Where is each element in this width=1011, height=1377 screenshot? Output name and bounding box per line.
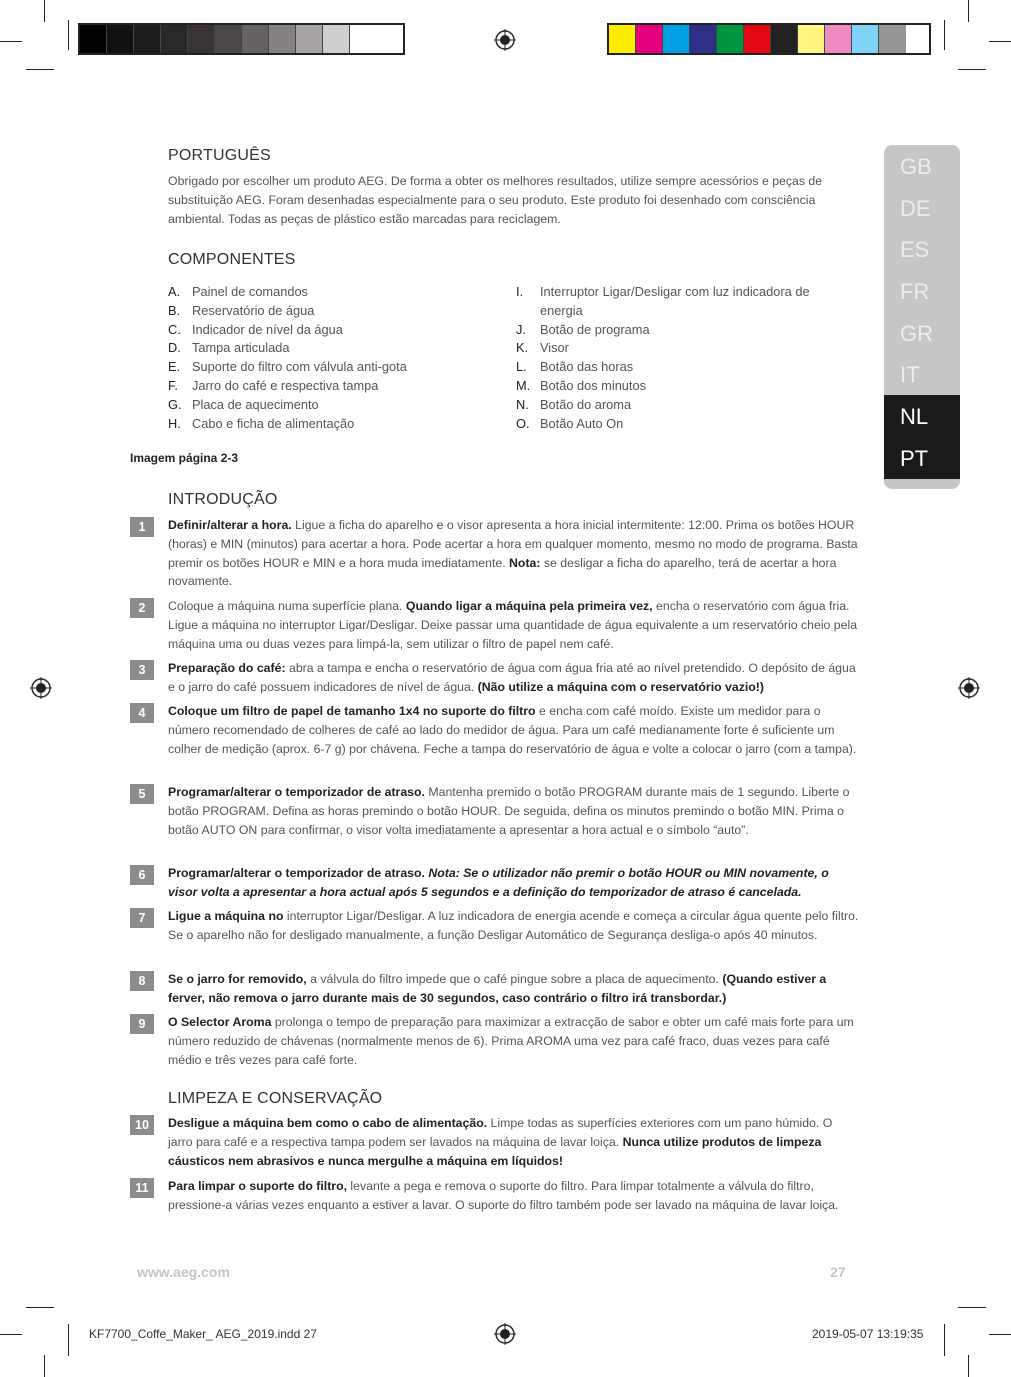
language-tab-fr: FR [900,279,930,305]
component-item [516,339,836,358]
step-text-run: (Quando estiver a ferver, não remova o jarro durante mais de 30 segundos, caso contrário o filtro irá transbordar.) [168,972,827,1005]
language-tab-nl: NL [884,395,960,437]
component-label: Botão do aroma [540,396,632,412]
slug-filename: KF7700_Coffe_Maker_ AEG_2019.indd 27 [89,1327,317,1341]
component-label: Botão dos minutos [540,377,646,393]
step-text-run: se desligar a ficha do aparelho, terá de acertar a hora novamente. [168,555,837,589]
step-text-run: Programar/alterar o temporizador de atraso. [168,866,425,880]
color-swatch [242,25,269,53]
step-number-badge: 6 [130,865,154,885]
registration-mark-icon [958,677,980,699]
component-item [516,321,836,340]
component-item [168,396,468,415]
step-text [168,516,860,591]
component-letter: A. [168,284,181,299]
step-text-run: Ligue a ficha do aparelho e o visor apresenta a hora inicial intermitente: 12:00. Prima os botões HOUR (horas) e MIN (minutos) para acertar a hora. Pode acertar a hora em qualquer momento, mesmo no modo de programa. Basta premir os botões HOUR e MIN e a hora muda imediatamente. [168,518,858,570]
introducao-heading: INTRODUÇÃO [168,491,278,508]
step-number-badge: 10 [130,1115,154,1135]
component-label: Tampa articulada [192,340,290,356]
component-label: Painel de comandos [192,284,308,299]
component-item [516,283,836,321]
step-6 [130,865,860,902]
step-text-run: Nota: [509,555,541,570]
component-letter: G. [168,396,182,412]
language-tab-it: IT [900,362,920,388]
components-list-right [516,283,836,433]
language-tab-es: ES [900,237,930,263]
step-text-run: Para limpar o suporte do filtro, [168,1179,348,1193]
component-item [168,302,468,321]
footer-url: www.aeg.com [137,1264,230,1280]
color-swatch [771,25,798,53]
color-swatch [188,25,215,53]
registration-mark-icon [494,29,516,51]
step-text-run: Preparação do café: [168,661,286,675]
color-swatch [269,25,296,53]
step-text [168,1114,860,1170]
step-text-run: abra a tampa e encha o reservatório de água com água fria até ao nível pretendido. O depósito de água e o jarro do café possuem indicadores de nível de água. [168,661,856,694]
color-swatch [107,25,134,53]
component-letter: M. [516,377,531,393]
step-text-run: Programar/alterar o temporizador de atraso. [168,785,425,799]
color-swatch [323,25,350,53]
step-8 [130,971,860,1008]
color-swatch [609,25,636,53]
step-number-badge: 7 [130,908,154,928]
step-number-badge: 11 [130,1178,154,1198]
registration-mark-icon [494,1323,516,1345]
step-4 [130,703,860,758]
step-number-badge: 9 [130,1014,154,1034]
component-letter: L. [516,359,527,375]
step-text-run: a válvula do filtro impede que o café pingue sobre a placa de aquecimento. [306,972,723,986]
step-text [168,1013,860,1069]
color-swatch [161,25,188,53]
step-text-run: (Não utilize a máquina com o reservatório vazio!) [477,679,764,694]
step-text [168,702,860,758]
step-text-run: Desligue a máquina bem como o cabo de alimentação. [168,1116,488,1130]
step-text [168,864,860,902]
color-swatch [296,25,323,53]
process-color-bar [607,23,931,55]
image-reference: Imagem página 2-3 [130,451,239,465]
gray-color-bar [78,23,405,55]
color-swatch [350,25,377,53]
step-number-badge: 8 [130,971,154,991]
step-text-run: O Selector Aroma [168,1015,272,1029]
color-swatch [717,25,744,53]
component-label: Interruptor Ligar/Desligar com luz indicadora de energia [540,284,810,318]
step-1 [130,517,860,591]
component-label: Reservatório de água [192,302,315,318]
component-label: Cabo e ficha de alimentação [192,415,355,431]
component-letter: B. [168,302,181,318]
language-heading: PORTUGUÊS [168,147,271,164]
component-label: Visor [540,340,569,356]
step-number-badge: 1 [130,517,154,537]
component-item [168,339,468,358]
component-item [168,377,468,396]
component-letter: H. [168,415,181,431]
step-3 [130,660,860,697]
step-text-run: Coloque um filtro de papel de tamanho 1x4 no suporte do filtro [168,704,536,718]
component-letter: N. [516,396,529,412]
step-text-run: Coloque a máquina numa superfície plana. [168,599,406,613]
component-item [168,358,468,377]
component-label: Botão Auto On [540,415,624,431]
step-number-badge: 4 [130,703,154,723]
language-tab-gr: GR [900,320,933,346]
color-swatch [798,25,825,53]
step-text-run: Mantenha premido o botão PROGRAM durante mais de 1 segundo. Liberte o botão PROGRAM. Defina as horas premindo o botão HOUR. De seguida, defina os minutos premindo o botão MIN. Prima o botão AUTO ON para confirmar, o visor volta imediatamente a apresentar a hora actual e o símbolo “auto”. [168,785,850,837]
color-swatch [879,25,906,53]
step-5 [130,784,860,839]
color-swatch [825,25,852,53]
component-letter: E. [168,359,181,375]
step-number-badge: 2 [130,598,154,618]
step-text-run: Definir/alterar a hora. [168,518,292,532]
component-letter: D. [168,340,181,356]
step-text [168,1177,860,1215]
step-9 [130,1014,860,1069]
color-swatch [134,25,161,53]
language-tab-gb: GB [900,154,932,179]
step-text [168,597,860,653]
step-text-run: Nunca utilize produtos de limpeza cáusticos nem abrasivos e nunca mergulhe a máquina em líquidos! [168,1134,822,1168]
step-2 [130,598,860,653]
component-label: Botão de programa [540,321,650,337]
step-text-run: prolonga o tempo de preparação para maximizar a extracção de sabor e obter um café mais forte para um número reduzido de chávenas (normalmente menos de 6). Prima AROMA uma vez para café fraco, duas vezes para café médio e três vezes para café forte. [168,1015,854,1067]
step-text [168,783,860,839]
step-7 [130,908,860,945]
step-text-run: Limpe todas as superfícies exteriores com um pano húmido. O jarro para café e a respectiva tampa podem ser lavados na máquina de lavar loiça. [168,1116,833,1149]
components-list-left [168,283,468,433]
component-label: Placa de aquecimento [192,396,319,412]
language-tabs [884,145,960,489]
component-label: Indicador de nível da água [192,321,343,337]
step-text [168,970,860,1008]
component-label: Botão das horas [540,359,634,375]
color-swatch [744,25,771,53]
color-swatch [80,25,107,53]
component-item [168,321,468,340]
step-text-run: e encha com café moído. Existe um medidor para o número recomendado de colheres de café ao lado do medidor de água. Para um café medianamente forte é suficiente um colher de medição (aprox. 6-7 g) por chávena. Feche a tampa do reservatório de água e volte a colocar o jarro (com a tampa). [168,704,857,756]
component-item [168,283,468,302]
component-letter: O. [516,415,530,431]
step-number-badge: 5 [130,784,154,804]
component-label: Jarro do café e respectiva tampa [192,377,379,393]
step-text-run: Se o jarro for removido, [168,972,307,986]
component-label: Suporte do filtro com válvula anti-gota [192,359,407,375]
color-swatch [852,25,879,53]
intro-paragraph: Obrigado por escolher um produto AEG. De forma a obter os melhores resultados, utilize sempre acessórios e peças de substituição AEG. Foram desenhadas especialmente para o seu produto. Este produto foi desenhado com consciência ambiental. Todas as peças de plástico estão marcadas para reciclagem. [168,174,823,226]
component-letter: J. [516,321,526,337]
step-text-run: Ligue a máquina no [168,909,284,923]
registration-mark-icon [30,677,52,699]
step-text-run: levante a pega e remova o suporte do filtro. Para limpar totalmente a válvula do filtro, pressione-a várias vezes enquanto a estiver a lavar. O suporte do filtro também pode ser lavado na máquina de lavar loiça. [168,1179,839,1212]
step-11 [130,1178,860,1215]
language-tab-pt: PT [884,437,960,479]
step-text-run: encha o reservatório com água fria. Ligue a máquina no interruptor Ligar/Desligar. Deixe passar uma quantidade de água equivalente a um reservatório cheio pela máquina uma ou duas vezes para limpá-la, sem utilizar o filtro de papel nem café. [168,599,858,651]
step-text-run: Quando ligar a máquina pela primeira vez, [405,599,653,613]
component-letter: F. [168,377,178,393]
components-heading: COMPONENTES [168,251,296,268]
step-text-run: interruptor Ligar/Desligar. A luz indicadora de energia acende e começa a circular água quente pelo filtro. Se o aparelho não for desligado manualmente, a função Desligar Automático de Segurança desliga-o após 40 minutos. [168,909,859,942]
color-swatch [663,25,690,53]
page-number: 27 [830,1264,846,1280]
slug-date: 2019-05-07 13:19:35 [812,1327,924,1341]
component-letter: I. [516,284,524,299]
component-item [516,358,836,377]
step-10 [130,1115,860,1170]
component-item [516,377,836,396]
step-text [168,659,860,697]
component-letter: K. [516,340,529,356]
language-tab-de: DE [900,195,931,221]
component-item [168,415,468,434]
color-swatch [636,25,663,53]
component-item [516,396,836,415]
color-swatch [690,25,717,53]
component-item [516,415,836,434]
component-letter: C. [168,321,181,337]
limpeza-heading: LIMPEZA E CONSERVAÇÃO [168,1090,383,1107]
step-number-badge: 3 [130,660,154,680]
step-text-run: Nota: Se o utilizador não premir o botão HOUR ou MIN novamente, o visor volta a apresentar a hora actual após 5 segundos e a definição do temporizador de atraso é cancelada. [168,866,829,899]
color-swatch [215,25,242,53]
step-text [168,907,860,945]
